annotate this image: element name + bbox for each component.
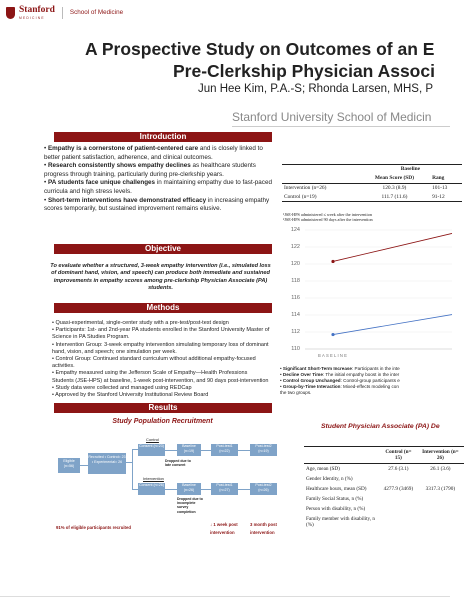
flow-intervention-consent: Consent (n=26) [138,483,165,495]
methods-item: • Control Group: Continued standard curriculum without additional empathy-focused activities. [52,356,256,370]
chart-y-tick-label: 116 [291,294,300,301]
score-row-mean: 111.7 (11.6) [359,192,430,201]
chart-point [331,260,334,263]
methods-item: • Study data were collected and managed using REDCap [52,384,192,391]
flow-week-post: ↓ 1 week post intervention [210,522,238,535]
chart-x-label: BASELINE [318,353,349,358]
score-col-range: Rang [432,175,445,182]
results-heading: Results [54,403,272,413]
demo-row-intervention [417,474,464,484]
demo-row-label: Family member with disability, n (%) [306,516,375,528]
methods-heading: Methods [54,303,272,313]
chart-y-tick-label: 114 [291,311,300,318]
score-row-mean: 120.3 (8.9) [382,184,407,191]
logo-medicine: MEDICINE [19,15,45,20]
demographics-title: Student Physician Associate (PA) De [321,423,440,430]
findings-list [280,366,455,396]
score-row-range: 91-12 [430,192,462,201]
methods-item: • Participants: 1st- and 2nd-year PA students enrolled in the Stanford University Master of Science in PA Studies Program. [52,327,270,341]
demo-row-intervention [417,514,464,530]
score-row-label: Control (n=19) [282,192,359,201]
methods-item: • Approved by the Stanford University Institutional Review Board [52,392,209,399]
intro-bullet-4: • Short-term interventions have demonstrated efficacy in increasing empathy scores temporarily, but sustained improvement remains elusive. [44,196,270,213]
demo-row-control: 4277.9 (3469) [383,486,414,492]
chart-y-tick-label: 124 [290,226,300,233]
logo-stanford: Stanford [19,5,55,15]
score-row-label: Intervention (n=26) [284,184,327,191]
title-line-2: Pre-Clerkship Physician Associ [173,61,435,81]
flow-intervention-baseline: Baseline (n=26) [177,483,201,495]
flow-intervention-post2: Post-test2 (n=26) [250,483,277,495]
recruitment-title: Study Population Recruitment [112,418,213,425]
chart-y-tick-label: 120 [290,260,300,267]
demo-row-label: Age, mean (SD) [306,466,340,472]
demo-row-control [380,504,417,514]
table-row [304,494,464,504]
flow-eligible: Eligible (n=56) [58,458,80,473]
introduction-heading: Introduction [54,132,272,142]
demo-row-control [380,494,417,504]
demo-row-intervention: 3317.3 (1790) [425,486,456,492]
bottom-rule [0,596,450,597]
demo-row-label: Person with disability, n (%) [306,506,366,512]
chart-series-line [333,233,452,261]
chart-y-tick-label: 110 [291,345,300,352]
finding-3: • Control Group Unchanged: Control-group participants e [280,378,400,383]
finding-1: • Significant Short-Term Increase: Participants in the inte [280,366,400,371]
table-row [304,484,464,494]
intro-bullet-1: • Empathy is a cornerstone of patient-centered care and is closely linked to better patient satisfaction, adherence, and clinical outcomes. [44,145,263,161]
score-note-1: ¹JSE-HPS administered ≤ week after the intervention [283,212,372,217]
demographics-header [304,447,464,464]
flow-recruited-pct: 91% of eligible participants recruited [56,525,131,530]
table-row [304,474,464,484]
chart-y-tick-label: 122 [290,243,300,250]
demo-row-control: 27.6 (3.1) [388,466,409,472]
table-row [304,514,464,530]
methods-item: • Quasi-experimental, single-center study with a pre-test/post-test design [52,320,229,326]
table-row [304,504,464,514]
chart-y-tick-label: 112 [291,328,300,335]
flow-recruited: Recruited • Control= 23 • Experimental= 26 [88,453,126,474]
demographics-table [304,446,464,530]
demo-row-label: Healthcare hours, mean (SD) [306,486,367,492]
intro-bullet-3: • PA students face unique challenges in maintaining empathy due to fast-paced curricula and high stress levels. [44,179,272,195]
chart-series-line [333,315,452,335]
intro-bullet-2: • Research consistently shows empathy declines as healthcare students progress through training, particularly during pre-clerkship years. [44,162,256,178]
authors: Jun Hee Kim, P.A.-S; Rhonda Larsen, MHS, P [198,83,434,95]
flow-control-post1: Post-test1 (n=22) [211,444,238,456]
finding-2: • Decline Over Time: The initial empathy boost in the inter [280,372,400,377]
score-col-baseline: Baseline [400,166,420,173]
demo-row-label: Family Social Status, n (%) [306,496,364,502]
score-row-range: 101-13 [432,184,448,191]
demo-col-control: Control (n= 15) [380,447,417,464]
score-col-mean: Mean Score (SD) [374,175,414,182]
demo-row-intervention [417,504,464,514]
score-note-2: ²JSE-HPS administered 90 days after the intervention [283,217,373,223]
demo-row-intervention [417,494,464,504]
flow-month-post: 3 month post intervention [250,522,277,535]
methods-item: • Empathy measured using the Jefferson Scale of Empathy—Health Professions Students (JSE-HPS) at baseline, 1-week post-intervention, and 90 days post-intervention [52,370,269,384]
flow-control-post2: Post-test2 (n=19) [250,444,277,456]
finding-4-cont: the two groups. [280,390,312,395]
chart-y-tick-label: 118 [291,277,300,284]
objective-heading: Objective [54,244,272,254]
finding-4: • Group-by-Time Interaction: Mixed-effects modeling con [280,384,399,389]
methods-item: • Intervention Group: 3-week empathy intervention simulating temporary loss of dominant hand, vision, and speech; one simulation per week. [52,341,269,355]
flow-control-dropped: Dropped due to late consent [165,459,191,468]
flow-intervention-dropped: Dropped due to incomplete survey completion [177,497,203,514]
flow-control-baseline: Baseline (n=19) [177,444,201,456]
table-row [304,464,464,475]
demo-col-intervention: Intervention (n= 26) [417,447,464,464]
demo-row-control [380,514,417,530]
demo-row-intervention: 26.1 (3.6) [430,466,451,472]
flow-intervention-post1: Post-test1 (n=27) [211,483,238,495]
flow-intervention-label: Intervention [143,476,164,481]
demo-row-control [380,474,417,484]
affiliation: Stanford University School of Medicin [232,110,432,124]
demo-row-label: Gender Identity, n (%) [306,476,353,482]
flow-control-label: Control [146,437,159,442]
logo-school: School of Medicine [69,9,124,17]
flow-control-consent: Consent (n=23) [138,444,165,456]
title-line-1: A Prospective Study on Outcomes of an E [85,39,435,59]
chart-point [331,333,334,336]
objective-text: To evaluate whether a structured, 3-week empathy intervention (i.e., simulated loss of dominant hand, vision, and speech) can produce both immediate and sustained improvements in empathy scores among pre-clerkship Physician Associate (PA) students. [50,263,271,291]
